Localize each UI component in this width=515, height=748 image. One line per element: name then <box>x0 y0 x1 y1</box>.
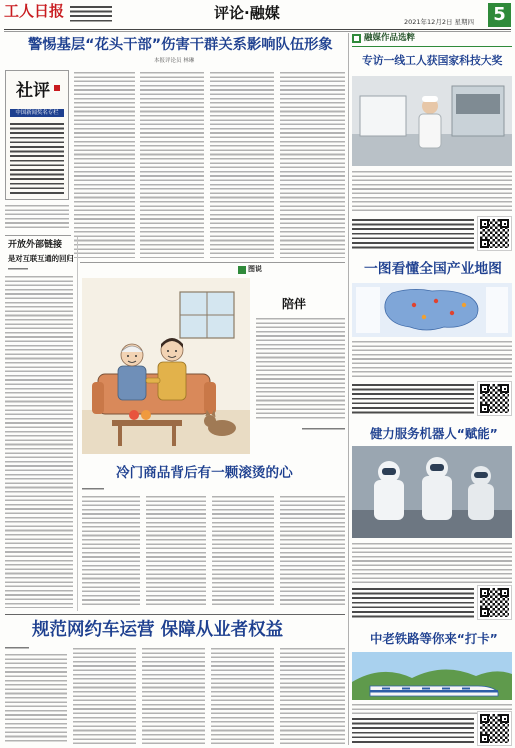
media-pick-2-headline[interactable]: 一图看懂全国产业地图 <box>364 261 502 277</box>
side-article-headline-line-2: 是对互联互通的回归 <box>8 254 74 263</box>
feature-article-body-col-2 <box>146 496 206 606</box>
feature-article-body-col-3 <box>212 496 274 606</box>
media-pick-2-qr-prompt <box>352 384 474 414</box>
masthead-editor-info <box>70 6 112 23</box>
cartoon-author-credit <box>302 428 345 431</box>
media-pick-1-qr-prompt <box>352 219 474 249</box>
bottom-article-body-col-2 <box>73 648 136 744</box>
left-column-divider <box>77 237 78 611</box>
cartoon-window <box>180 292 234 338</box>
cartoon-title: 陪伴 <box>282 297 307 311</box>
media-pick-2-text <box>352 341 512 379</box>
media-pick-4-photo <box>352 652 512 700</box>
bottom-article-body-col-5 <box>280 648 345 744</box>
media-picks-header <box>352 34 415 43</box>
side-article-headline-line-1: 开放外部链接 <box>8 240 63 250</box>
feature-article-body-col-1 <box>82 496 140 606</box>
media-pick-2-map-graphic <box>352 283 512 337</box>
media-picks-header-rule <box>352 46 512 47</box>
media-pick-3-qr-code <box>478 586 511 619</box>
media-pick-3-text <box>352 543 512 583</box>
side-article-byline <box>8 268 28 271</box>
robot-figure-3 <box>468 466 494 520</box>
bottom-article-byline <box>5 647 29 650</box>
media-pick-4-qr-prompt <box>352 718 474 744</box>
train <box>370 686 498 696</box>
map-shape <box>385 289 478 330</box>
media-pick-1-photo <box>352 76 512 166</box>
section-rule-left <box>5 235 71 236</box>
green-square-icon <box>352 34 361 43</box>
main-article-body-col-3 <box>210 72 274 258</box>
media-pick-1-text <box>352 171 512 211</box>
bottom-article-body-col-4 <box>211 648 274 744</box>
media-pick-1-qr-code <box>478 217 511 250</box>
bottom-article-headline: 规范网约车运营 保障从业者权益 <box>32 620 284 640</box>
editorial-box <box>5 70 69 200</box>
cartoon-caption-text <box>256 318 345 420</box>
bottom-article-body-col-3 <box>142 648 205 744</box>
bottom-article-body-col-1 <box>5 654 67 744</box>
media-pick-3-photo <box>352 446 512 538</box>
masthead: 工人日报 <box>4 2 65 20</box>
cartoon-label <box>238 265 262 274</box>
right-column-divider <box>348 33 349 745</box>
media-pick-3-headline[interactable]: 健力服务机器人“赋能” <box>370 426 498 441</box>
main-article-headline: 警惕基层“花头干部”伤害干群关系影响队伍形象 <box>28 37 333 53</box>
section-title: 评论·融媒 <box>214 4 280 22</box>
page-number-badge: 5 <box>488 3 511 27</box>
robot-figure-1 <box>374 461 404 520</box>
media-picks-title: 融媒作品选粹 <box>364 33 416 44</box>
editorial-box-text <box>10 123 64 195</box>
main-article-body-col-4 <box>280 72 345 258</box>
cartoon-elder-figure <box>118 344 146 400</box>
media-pick-4-qr-code <box>478 712 511 745</box>
bottom-section-rule <box>5 614 345 615</box>
robot-figure-2 <box>422 457 452 520</box>
side-article-body <box>5 276 73 608</box>
editorial-logo: 社评 <box>16 81 50 101</box>
main-article-body-col-1 <box>74 72 135 258</box>
media-pick-4-headline[interactable]: 中老铁路等你来“打卡” <box>370 631 498 646</box>
issue-date: 2021年12月2日 星期四 <box>404 18 475 26</box>
main-article-body-col-2 <box>140 72 204 258</box>
picture-label-icon <box>238 266 246 274</box>
media-pick-2-qr-code <box>478 382 511 415</box>
feature-article-body-col-4 <box>280 496 345 606</box>
feature-article-headline: 冷门商品背后有一颗滚烫的心 <box>116 465 293 481</box>
editorial-column-tag: 中国新闻奖名专栏 <box>10 109 64 117</box>
editorial-logo-stamp <box>54 85 60 91</box>
header-rule <box>4 29 511 30</box>
media-pick-1-headline[interactable]: 专访一线工人获国家科技大奖 <box>362 54 503 67</box>
section-rule-main <box>80 262 345 263</box>
cartoon-label-text: 图说 <box>248 265 262 273</box>
feature-article-byline <box>82 488 104 491</box>
media-pick-3-qr-prompt <box>352 588 474 618</box>
cartoon-illustration <box>82 278 250 454</box>
header-rule-thin <box>4 31 511 32</box>
main-article-byline: 本报评论员 林琳 <box>154 58 195 64</box>
editorial-text-continued <box>5 205 69 231</box>
